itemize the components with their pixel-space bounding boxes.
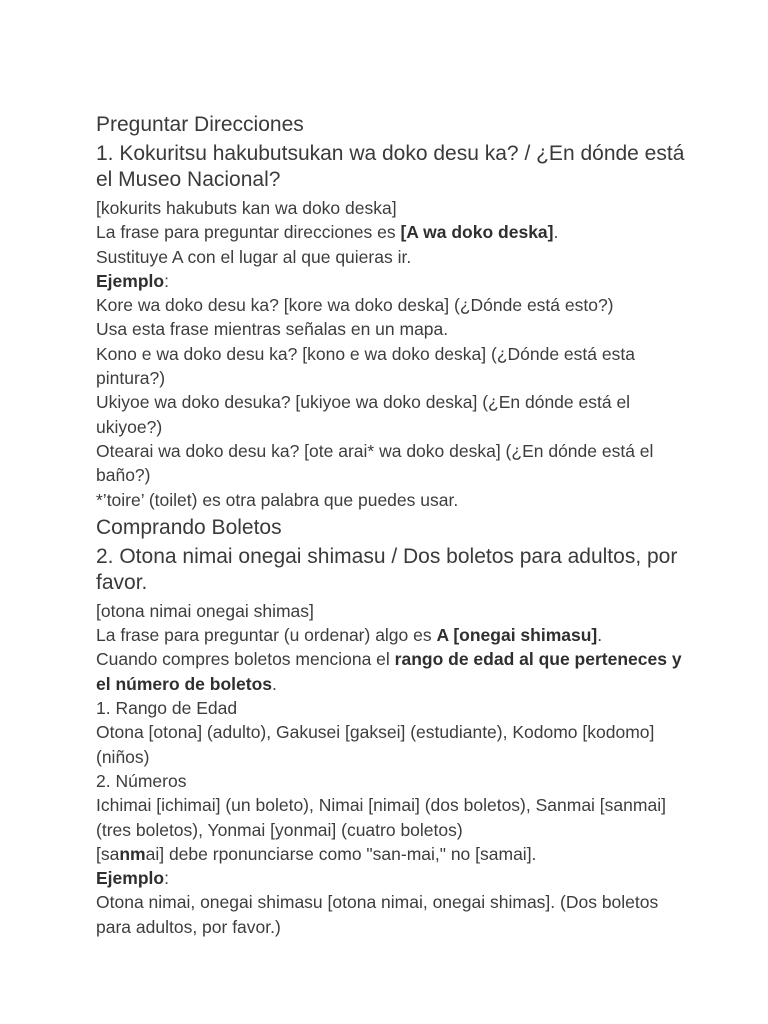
- note-text-start: [sa: [96, 843, 120, 864]
- example-line: Otearai wa doko desu ka? [ote arai* wa doko deska] (¿En dónde está el baño?): [96, 440, 654, 486]
- example-line: Ukiyoe wa doko desuka? [ukiyoe wa doko deska] (¿En dónde está el ukiyoe?): [96, 392, 631, 437]
- substitute-line: Sustituye A con el lugar al que quieras ir.: [96, 246, 412, 267]
- example-line: Kore wa doko desu ka? [kore wa doko deska] (¿Dónde está esto?): [96, 295, 614, 316]
- age-range-title: 1. Rango de Edad: [96, 698, 238, 719]
- rule-line: [96, 623, 688, 647]
- footnote-line: *’toire’ (toilet) es otra palabra que puedes usar.: [96, 489, 459, 510]
- rule-line: [96, 220, 688, 244]
- example-label: Ejemplo: [96, 270, 165, 291]
- pronunciation-line: [otona nimai onegai shimas]: [96, 600, 314, 621]
- mention-line: [96, 647, 688, 696]
- mention-text: Cuando compres boletos menciona el: [96, 649, 395, 670]
- question-heading-tickets: 2. Otona nimai onegai shimasu / Dos boletos para adultos, por favor.: [96, 544, 678, 594]
- pronunciation-line: [kokurits hakubuts kan wa doko deska]: [96, 198, 397, 218]
- pronunciation-note: [96, 842, 688, 866]
- example-colon: :: [164, 270, 169, 291]
- section-heading-directions: Preguntar Direcciones: [96, 113, 304, 136]
- example-label: Ejemplo: [96, 868, 165, 889]
- rule-period: .: [553, 222, 559, 243]
- rule-period: .: [597, 625, 603, 646]
- rule-phrase-bold: A [onegai shimasu]: [436, 625, 598, 646]
- note-bold: nm: [119, 843, 146, 864]
- example-colon: :: [164, 868, 169, 889]
- mention-bold: rango de edad al que perteneces y el número de boletos: [96, 649, 682, 694]
- section-heading-tickets: Comprando Boletos: [96, 515, 282, 539]
- example-line: Otona nimai, onegai shimasu [otona nimai, onegai shimas]. (Dos boletos para adultos, por favor.): [96, 892, 659, 937]
- age-range-text: Otona [otona] (adulto), Gakusei [gaksei] (estudiante), Kodomo [kodomo] (niños): [96, 722, 655, 767]
- example-line: Kono e wa doko desu ka? [kono e wa doko deska] (¿Dónde está esta pintura?): [96, 343, 635, 389]
- rule-text: La frase para preguntar direcciones es: [96, 222, 401, 243]
- numbers-title: 2. Números: [96, 770, 187, 791]
- example-label-line: [96, 866, 688, 890]
- mention-period: .: [272, 673, 277, 694]
- note-text-end: ai] debe rponunciarse como "san-mai," no [samai].: [145, 843, 537, 864]
- example-line: Usa esta frase mientras señalas en un mapa.: [96, 319, 449, 340]
- example-label-line: [96, 269, 688, 293]
- rule-phrase-bold: [A wa doko deska]: [400, 222, 554, 243]
- rule-text: La frase para preguntar (u ordenar) algo es: [96, 625, 437, 646]
- numbers-text: Ichimai [ichimai] (un boleto), Nimai [nimai] (dos boletos), Sanmai [sanmai] (tres boletos), Yonmai [yonmai] (cuatro boletos): [96, 795, 666, 840]
- question-heading-museum: 1. Kokuritsu hakubutsukan wa doko desu ka? / ¿En dónde está el Museo Nacional?: [96, 142, 685, 191]
